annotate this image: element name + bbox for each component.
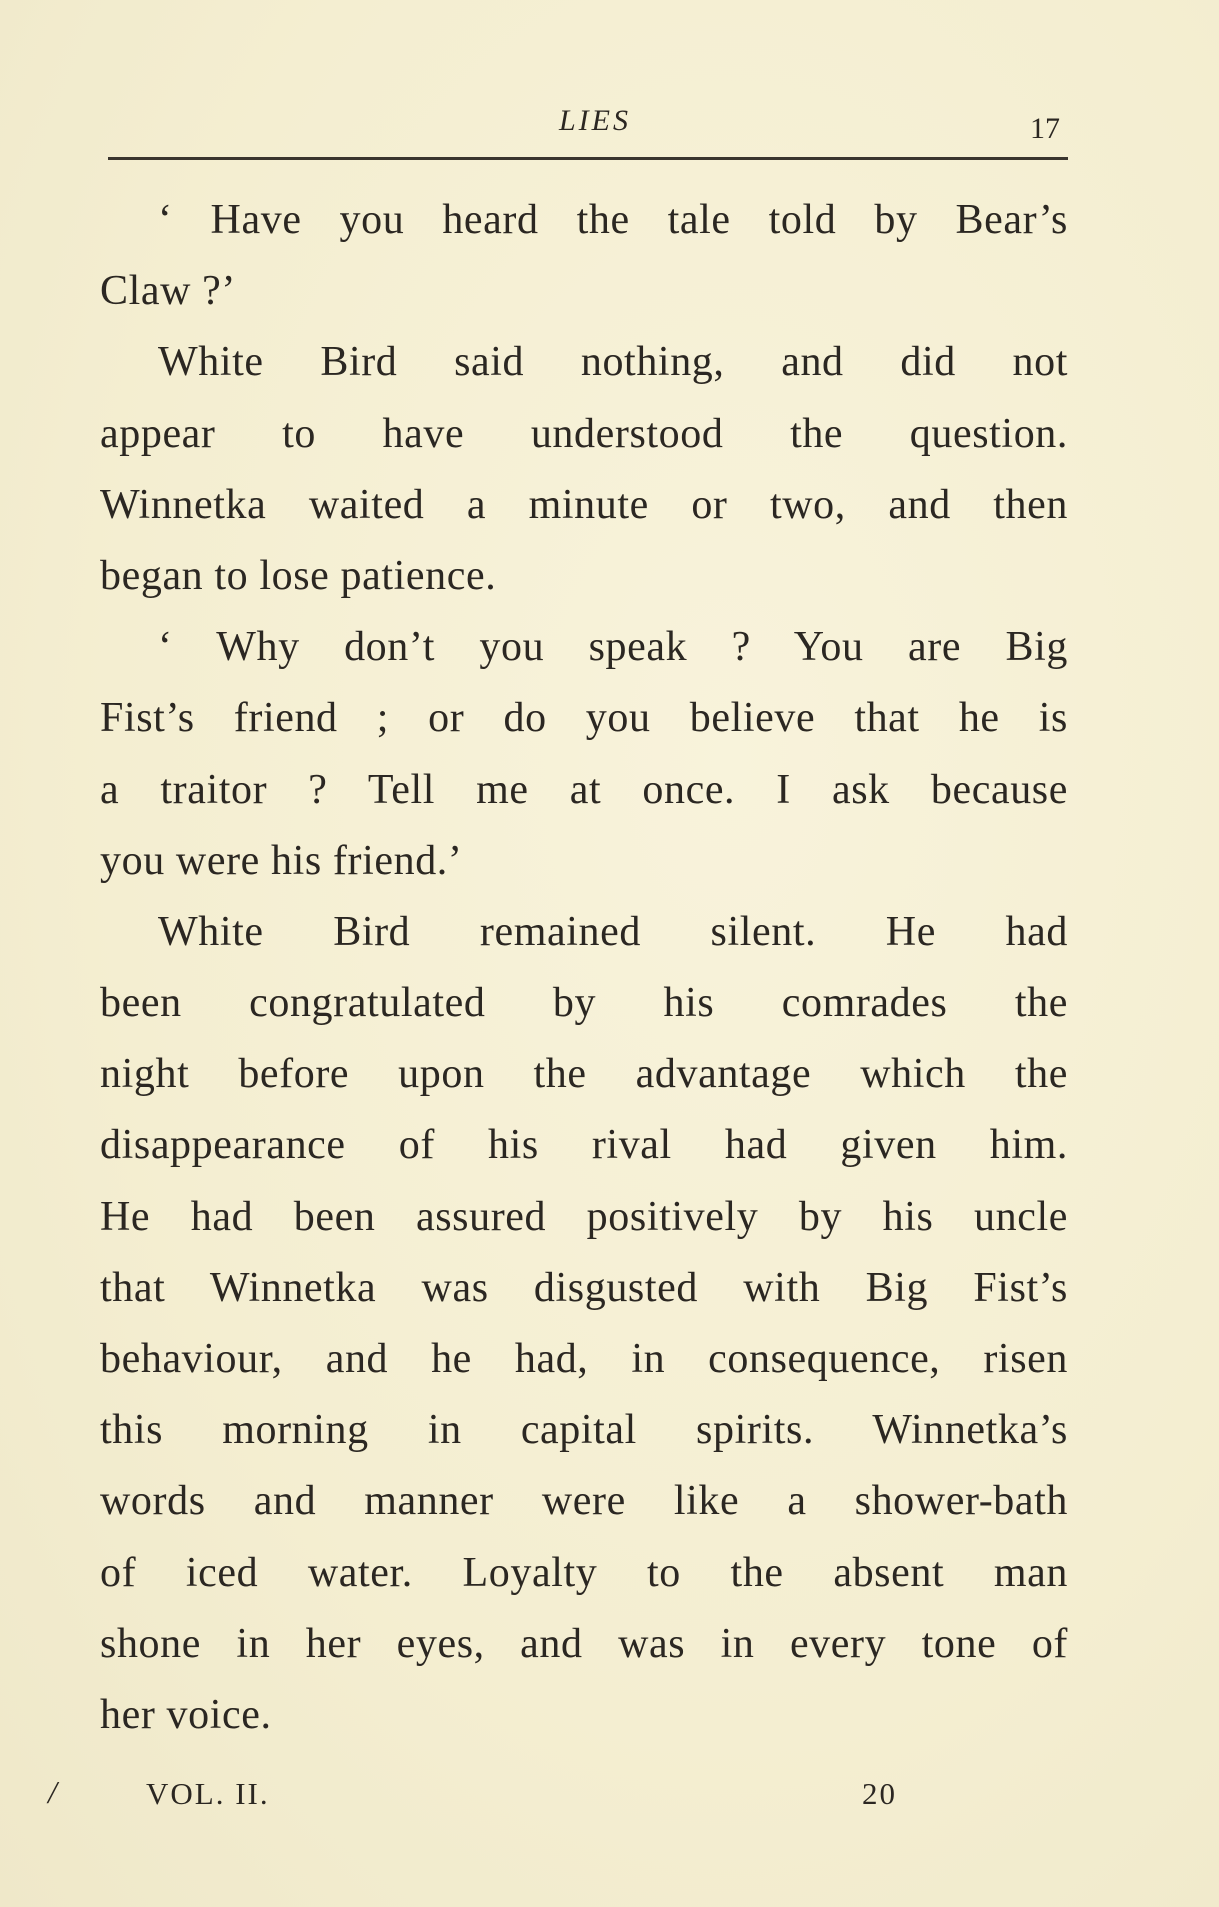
footer-mark: / <box>48 1774 57 1810</box>
page-footer <box>0 1770 1219 1820</box>
text-line: He had been assured positively by his uncle <box>100 1193 1068 1240</box>
signature-mark: 20 <box>862 1776 897 1811</box>
header-rule <box>108 157 1068 160</box>
text-line: ‘ Have you heard the tale told by Bear’s <box>158 197 1068 243</box>
page-number: 17 <box>1030 112 1060 145</box>
text-line: this morning in capital spirits. Winnetka’s <box>100 1407 1068 1454</box>
text-line: shone in her eyes, and was in every tone of <box>100 1620 1068 1667</box>
text-line: Winnetka waited a minute or two, and then <box>100 481 1068 528</box>
text-line: began to lose patience. <box>100 552 497 599</box>
text-line: that Winnetka was disgusted with Big Fist’s <box>100 1264 1068 1311</box>
text-line: been congratulated by his comrades the <box>100 980 1068 1027</box>
text-line: you were his friend.’ <box>100 837 463 884</box>
body-text <box>100 185 1068 1751</box>
text-line: Claw ?’ <box>100 268 236 315</box>
text-line: of iced water. Loyalty to the absent man <box>100 1549 1068 1596</box>
text-line: a traitor ? Tell me at once. I ask because <box>100 766 1068 813</box>
text-line: words and manner were like a shower-bath <box>100 1478 1068 1525</box>
text-line: her voice. <box>100 1691 272 1738</box>
running-head <box>0 104 1219 152</box>
text-line: appear to have understood the question. <box>100 410 1068 457</box>
text-line: behaviour, and he had, in consequence, risen <box>100 1336 1068 1382</box>
text-line: Fist’s friend ; or do you believe that he is <box>100 695 1068 742</box>
volume-label: VOL. II. <box>146 1776 270 1811</box>
text-line: disappearance of his rival had given him. <box>100 1122 1068 1169</box>
running-title: LIES <box>559 104 631 137</box>
text-line: White Bird remained silent. He had <box>158 908 1068 955</box>
text-line: White Bird said nothing, and did not <box>158 339 1068 386</box>
text-line: ‘ Why don’t you speak ? You are Big <box>158 624 1068 671</box>
text-line: night before upon the advantage which the <box>100 1051 1068 1098</box>
